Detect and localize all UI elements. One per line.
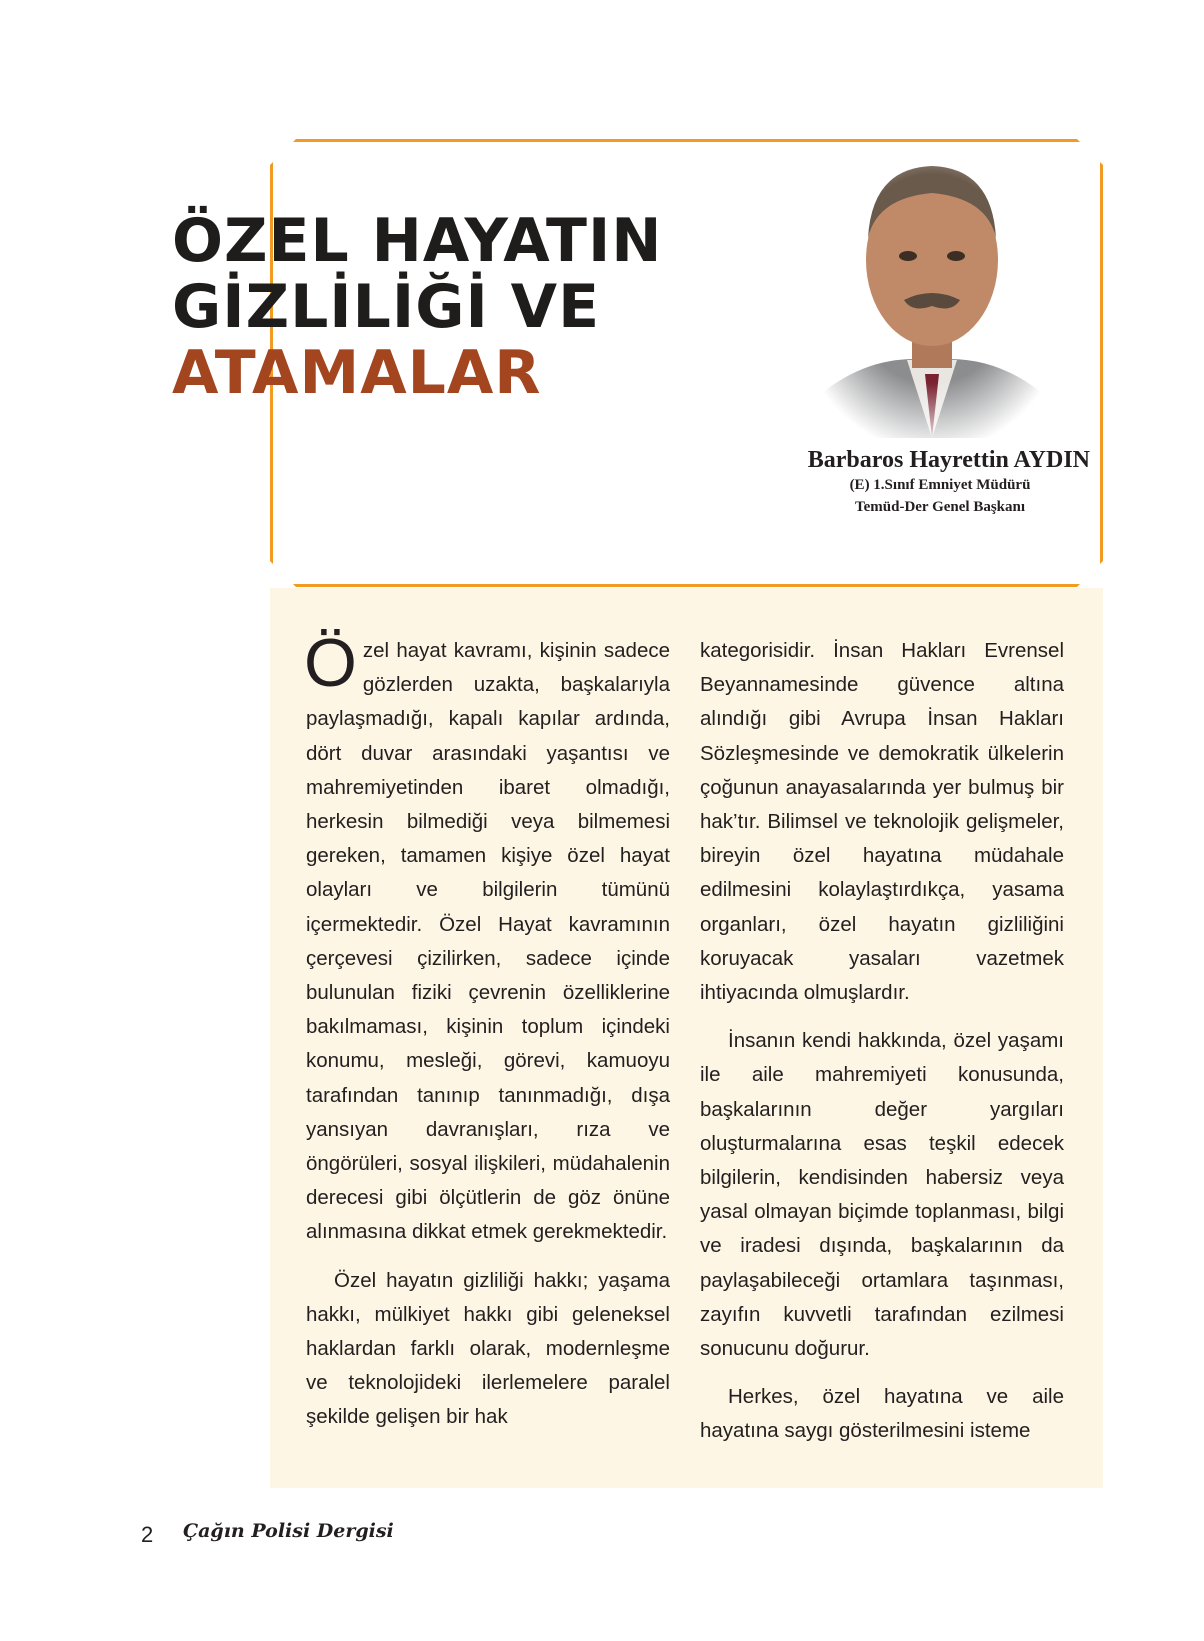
- author-name: Barbaros Hayrettin AYDIN: [807, 447, 1090, 473]
- paragraph: kategorisidir. İnsan Hakları Evrensel Beyannamesinde güvence altına alındığı gibi Avrupa İnsan Hakları Sözleşmesinde ve demokratik ülkelerin çoğunun anayasalarında yer bulmuş bir hak’tır. Bilimsel ve teknolojik gelişmeler, bireyin özel hayatına müdahale edilmesini kolaylaştırdıkça, yasama organları, özel hayatın gizliliğini koruyacak yasaları vazetmek ihtiyacında olmuşlardır.: [700, 639, 1064, 1005]
- author-title-1: (E) 1.Sınıf Emniyet Müdürü: [849, 477, 1031, 493]
- author-info: [760, 446, 1090, 518]
- title-line-1: ÖZEL HAYATIN: [172, 206, 663, 276]
- paragraph-text: zel hayat kavramı, kişinin sadece gözlerden uzakta, başkalarıyla paylaşmadığı, kapalı kapılar ardında, dört duvar arasındaki yaşantısı ve mahremiyetinden ibaret olmadığı, herkesin bilmediği veya bilmemesi gereken, tamamen kişiye özel hayat olayları ve bilgilerin tümünü içermektedir. Özel Hayat kavramının çerçevesi çizilirken, sadece içinde bulunulan fiziki çevrenin özelliklerine bakılmaması, kişinin toplum içindeki konumu, mesleği, görevi, kamuoyu tarafından tanınıp tanınmadığı, dışa yansıyan davranışları, rıza ve öngörüleri, sosyal ilişkileri, müdahalenin derecesi gibi ölçütlerin de göz önüne alınmasına dikkat etmek gerekmektedir.: [306, 639, 670, 1244]
- author-title-2: Temüd-Der Genel Başkanı: [854, 499, 1026, 515]
- paragraph: Özel hayatın gizliliği hakkı; yaşama hakkı, mülkiyet hakkı gibi geleneksel haklardan farklı olarak, modernleşme ve teknolojideki ilerlemelere paralel şekilde gelişen bir hak: [306, 1268, 670, 1429]
- page-number: 2: [141, 1522, 154, 1547]
- author-photo: [812, 148, 1052, 438]
- body-column-2: [700, 634, 1064, 1463]
- article-title: [172, 208, 662, 406]
- drop-cap: Ö: [304, 625, 357, 701]
- body-column-1: [304, 625, 670, 1449]
- title-line-2: GİZLİLİĞİ VE: [172, 272, 601, 342]
- paragraph: [304, 625, 670, 1250]
- title-line-3: ATAMALAR: [172, 338, 542, 408]
- paragraph: İnsanın kendi hakkında, özel yaşamı ile aile mahremiyeti konusunda, başkalarının değer yargıları oluşturmalarına esas teşkil edecek bilgilerin, kendisinden habersiz veya yasal olmayan biçimde toplanması, bilgi ve iradesi dışında, başkalarının da paylaşabileceği ortamlara taşınması, zayıfın kuvvetli tarafından ezilmesi sonucunu doğurur.: [700, 1029, 1064, 1361]
- magazine-name: Çağın Polisi Dergisi: [183, 1520, 394, 1542]
- paragraph: Herkes, özel hayatına ve aile hayatına saygı gösterilmesini isteme: [700, 1385, 1064, 1443]
